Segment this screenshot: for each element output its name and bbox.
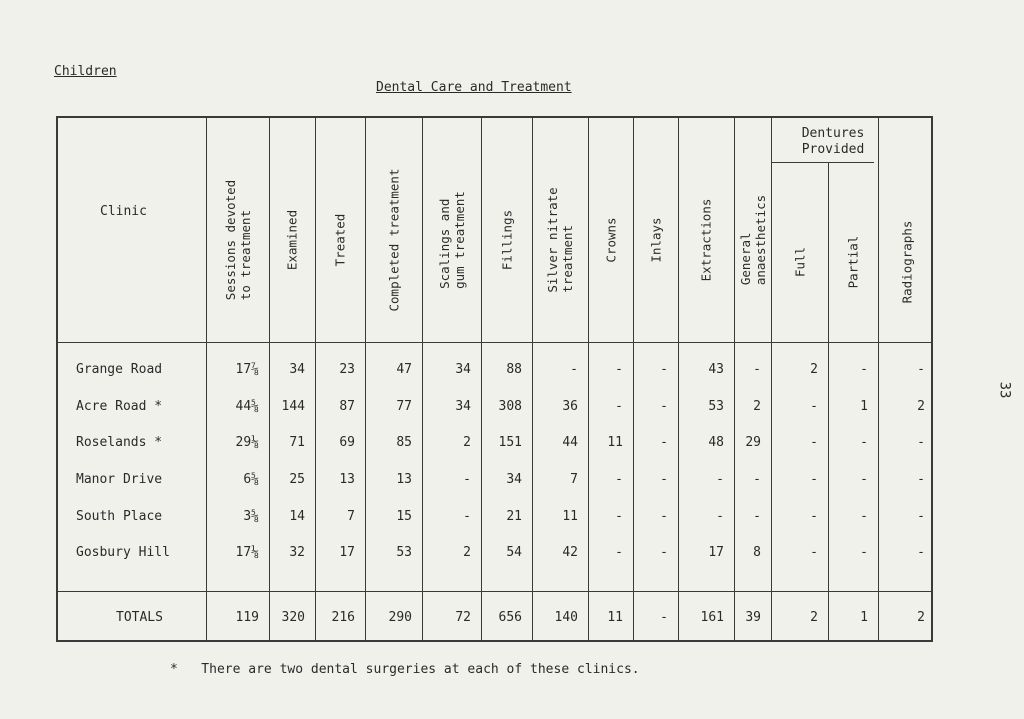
column-divider	[633, 118, 634, 640]
table-row-extractions: 53	[708, 399, 724, 414]
table-row-examined: 32	[289, 545, 305, 560]
table-row-fillings: 308	[498, 399, 522, 414]
column-divider	[269, 118, 270, 640]
dental-table	[56, 116, 933, 642]
table-row-clinic: Gosbury Hill	[76, 545, 170, 560]
table-row-scalings: -	[463, 509, 471, 524]
header-partial: Partial	[845, 235, 861, 289]
table-row-silver: 44	[562, 435, 578, 450]
table-title: Dental Care and Treatment	[376, 80, 572, 95]
column-divider	[828, 162, 829, 640]
table-row-crowns: -	[615, 545, 623, 560]
table-row-general: -	[753, 509, 761, 524]
table-row-fillings: 151	[498, 435, 522, 450]
table-row-clinic: South Place	[76, 509, 163, 524]
table-row-partial: 1	[860, 399, 868, 414]
table-row-clinic: Grange Road	[76, 362, 163, 377]
header-radiographs: Radiographs	[899, 220, 914, 304]
table-row-clinic: Acre Road *	[76, 399, 163, 414]
section-heading: Children	[54, 64, 117, 79]
header-fillings: Fillings	[499, 209, 514, 271]
table-row-radiographs: -	[917, 435, 925, 450]
header-dentures-provided: Dentures Provided	[801, 126, 865, 157]
totals-row-fillings: 656	[498, 610, 522, 625]
column-divider	[878, 118, 879, 640]
table-row-inlays: -	[660, 509, 668, 524]
column-divider	[771, 118, 772, 640]
totals-row-crowns: 11	[607, 610, 623, 625]
table-row-partial: -	[860, 435, 868, 450]
header-examined: Examined	[284, 209, 300, 271]
table-row-radiographs: -	[917, 362, 925, 377]
table-row-sessions: 44⅝	[235, 399, 259, 414]
table-row-silver: -	[570, 362, 578, 377]
table-row-scalings: 2	[463, 545, 471, 560]
column-divider	[532, 118, 533, 640]
column-divider	[481, 118, 482, 640]
table-row-inlays: -	[660, 545, 668, 560]
table-row-partial: -	[860, 362, 868, 377]
column-divider	[206, 118, 207, 640]
table-row-completed: 85	[396, 435, 412, 450]
footnote: * There are two dental surgeries at each of these clinics.	[170, 662, 640, 677]
totals-row-sessions: 119	[235, 610, 259, 625]
table-row-examined: 25	[289, 472, 305, 487]
column-divider	[422, 118, 423, 640]
header-general: General anaesthetics	[737, 194, 768, 286]
table-row-examined: 14	[289, 509, 305, 524]
column-divider	[734, 118, 735, 640]
page-number: 33	[996, 381, 1013, 399]
table-row-extractions: 43	[708, 362, 724, 377]
table-row-general: -	[753, 472, 761, 487]
table-row-inlays: -	[660, 472, 668, 487]
totals-row-examined: 320	[281, 610, 305, 625]
header-completed: Completed treatment	[386, 168, 401, 312]
table-row-radiographs: -	[917, 509, 925, 524]
table-row-radiographs: 2	[917, 399, 925, 414]
table-row-scalings: 34	[455, 399, 471, 414]
table-row-silver: 7	[570, 472, 578, 487]
table-row-partial: -	[860, 472, 868, 487]
table-row-completed: 47	[396, 362, 412, 377]
table-row-fillings: 54	[506, 545, 522, 560]
table-row-inlays: -	[660, 435, 668, 450]
totals-row-radiographs: 2	[917, 610, 925, 625]
table-row-crowns: -	[615, 362, 623, 377]
table-row-general: 2	[753, 399, 761, 414]
table-row-crowns: -	[615, 509, 623, 524]
header-clinic: Clinic	[100, 204, 147, 219]
table-row-sessions: 3⅝	[243, 509, 259, 524]
table-row-full: -	[810, 435, 818, 450]
column-divider	[678, 118, 679, 640]
table-row-fillings: 34	[506, 472, 522, 487]
table-row-general: -	[753, 362, 761, 377]
table-row-extractions: 48	[708, 435, 724, 450]
totals-row-completed: 290	[388, 610, 412, 625]
table-row-partial: -	[860, 509, 868, 524]
table-row-full: -	[810, 472, 818, 487]
table-row-general: 8	[753, 545, 761, 560]
table-row-full: -	[810, 399, 818, 414]
header-crowns: Crowns	[603, 217, 618, 263]
header-sessions: Sessions devoted to treatment	[222, 179, 253, 301]
table-row-treated: 87	[339, 399, 355, 414]
totals-row-treated: 216	[331, 610, 355, 625]
table-row-crowns: -	[615, 472, 623, 487]
totals-row-inlays: -	[660, 610, 668, 625]
header-extractions: Extractions	[698, 198, 714, 282]
header-inlays: Inlays	[648, 217, 663, 263]
table-row-full: -	[810, 509, 818, 524]
table-row-treated: 69	[339, 435, 355, 450]
column-divider	[315, 118, 316, 640]
table-row-treated: 23	[339, 362, 355, 377]
table-row-clinic: Roselands *	[76, 435, 163, 450]
table-row-radiographs: -	[917, 545, 925, 560]
table-row-sessions: 29⅛	[235, 435, 259, 450]
header-silver: Silver nitrate treatment	[545, 187, 575, 293]
table-row-extractions: -	[716, 509, 724, 524]
table-row-fillings: 88	[506, 362, 522, 377]
table-row-treated: 13	[339, 472, 355, 487]
table-row-examined: 144	[281, 399, 305, 414]
table-row-fillings: 21	[506, 509, 522, 524]
table-row-full: -	[810, 545, 818, 560]
table-row-completed: 77	[396, 399, 412, 414]
table-row-radiographs: -	[917, 472, 925, 487]
table-row-inlays: -	[660, 399, 668, 414]
header-full: Full	[792, 246, 807, 278]
table-row-silver: 36	[562, 399, 578, 414]
table-row-extractions: 17	[708, 545, 724, 560]
table-row-inlays: -	[660, 362, 668, 377]
header-treated: Treated	[332, 213, 348, 267]
table-row-full: 2	[810, 362, 818, 377]
table-row-examined: 71	[289, 435, 305, 450]
row-divider	[58, 342, 931, 343]
totals-row-silver: 140	[554, 610, 578, 625]
totals-row-full: 2	[810, 610, 818, 625]
column-divider	[365, 118, 366, 640]
row-divider	[58, 591, 931, 592]
table-row-sessions: 17⅞	[235, 362, 259, 377]
table-row-general: 29	[745, 435, 761, 450]
table-row-sessions: 17⅛	[235, 545, 259, 560]
table-row-partial: -	[860, 545, 868, 560]
table-row-treated: 17	[339, 545, 355, 560]
column-divider	[588, 118, 589, 640]
table-row-crowns: 11	[607, 435, 623, 450]
table-row-clinic: Manor Drive	[76, 472, 163, 487]
totals-row-clinic: TOTALS	[116, 610, 163, 625]
table-row-scalings: 34	[455, 362, 471, 377]
table-row-treated: 7	[347, 509, 355, 524]
totals-row-extractions: 161	[700, 610, 724, 625]
table-row-completed: 15	[396, 509, 412, 524]
table-row-silver: 11	[562, 509, 578, 524]
table-row-silver: 42	[562, 545, 578, 560]
table-row-completed: 13	[396, 472, 412, 487]
table-row-examined: 34	[289, 362, 305, 377]
table-row-scalings: -	[463, 472, 471, 487]
table-row-crowns: -	[615, 399, 623, 414]
table-row-extractions: -	[716, 472, 724, 487]
header-scalings: Scalings and gum treatment	[436, 191, 467, 289]
table-row-completed: 53	[396, 545, 412, 560]
dentures-divider	[771, 162, 874, 163]
totals-row-partial: 1	[860, 610, 868, 625]
totals-row-general: 39	[745, 610, 761, 625]
totals-row-scalings: 72	[455, 610, 471, 625]
table-row-sessions: 6⅝	[243, 472, 259, 487]
table-row-scalings: 2	[463, 435, 471, 450]
